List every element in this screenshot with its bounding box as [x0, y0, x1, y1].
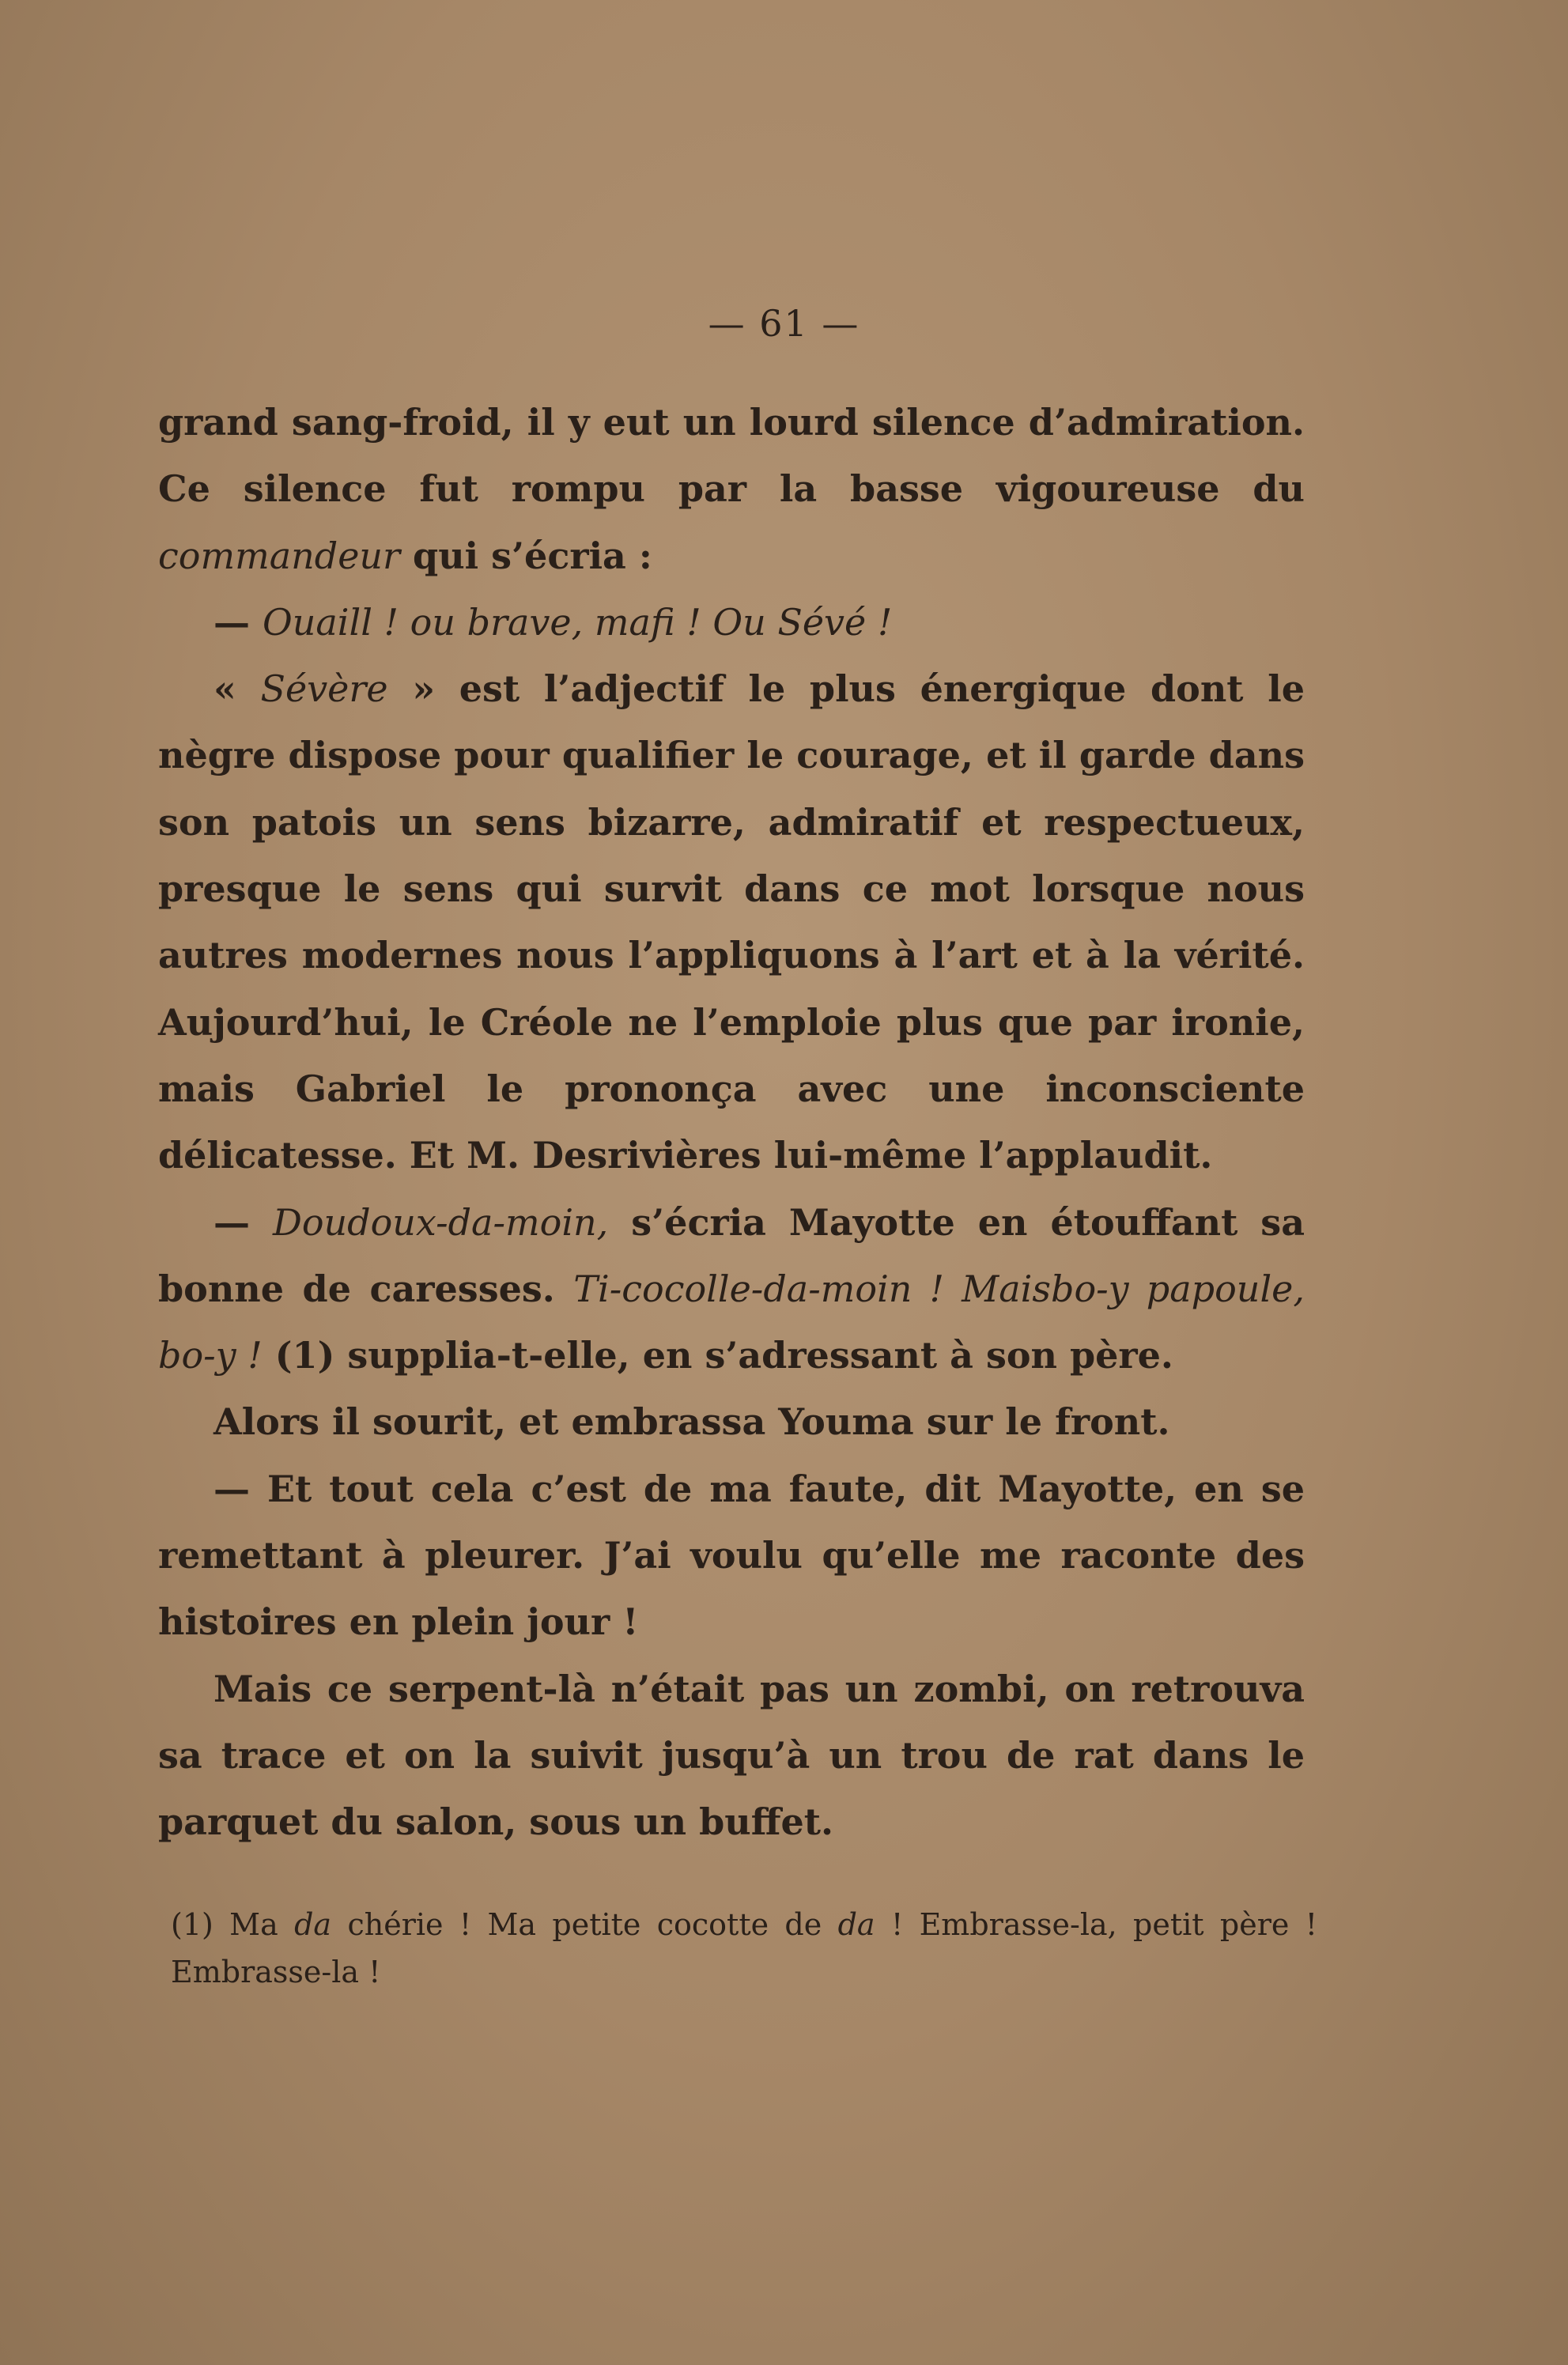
text-run: — Et tout cela c’est de ma faute, dit Mayotte, en se remettant à pleurer. J’ai voulu qu’elle me raconte des histoires en plein jour ! [158, 1467, 1305, 1644]
paragraph [158, 389, 1305, 589]
text-run: chérie ! Ma petite cocotte de [331, 1907, 838, 1942]
paragraph [158, 1388, 1305, 1455]
footnote [171, 1901, 1317, 1996]
text-run: Mais ce serpent-là n’était pas un zombi, on retrouva sa trace et on la suivit jusqu’à un trou de rat dans le parquet du salon, sous un buffet. [158, 1667, 1305, 1844]
text-run: (1) Ma [171, 1907, 295, 1942]
text-run: s’écria Mayotte en étouffant sa bonne de caresses. [158, 1200, 1305, 1310]
italic-text: Doudoux-da-moin, [272, 1200, 609, 1244]
text-run: Alors il sourit, et embrassa Youma sur le front. [213, 1400, 1170, 1444]
italic-text: Ouaill ! ou brave, mafi ! Ou Sévé ! [263, 600, 893, 644]
italic-text: Sévère [260, 667, 388, 711]
page-number: — 61 — [708, 302, 860, 345]
paragraph [158, 1656, 1305, 1856]
text-run: qui s’écria : [400, 534, 652, 577]
paragraph [158, 655, 1305, 1188]
text-run: » est l’adjectif le plus énergique dont le nègre dispose pour qualifier le courage, et il garde dans son patois un sens bizarre, admiratif et respectueux, presque le sens qui survit dans ce mot lorsque nous autres modernes nous l’appliquons à l’art et à la vérité. Aujourd’hui, le Créole ne l’emploie plus que par ironie, mais Gabriel le prononça avec une inconsciente délicatesse. Et M. Desrivières lui-même l’applaudit. [158, 667, 1305, 1177]
text-run: « [213, 667, 261, 711]
text-run: ! Embrasse-la, petit père ! Embrasse-la ! [171, 1907, 1318, 1989]
italic-text: da [294, 1907, 332, 1942]
text-run: (1) supplia-t-elle, en s’adressant à son père. [262, 1334, 1173, 1377]
body-text [158, 389, 1305, 1856]
text-run: — [213, 1200, 273, 1244]
text-run: grand sang-froid, il y eut un lourd silence d’admiration. Ce silence fut rompu par la basse vigoureuse du [158, 401, 1305, 511]
paragraph [158, 1189, 1305, 1389]
italic-text: Ti-cocolle-da-moin ! Maisbo-y papoule, bo-y ! [158, 1267, 1305, 1377]
text-run: — [213, 600, 263, 644]
italic-text: da [837, 1907, 875, 1942]
paragraph [158, 1456, 1305, 1656]
italic-text: commandeur [158, 534, 401, 577]
paragraph [158, 589, 1305, 655]
